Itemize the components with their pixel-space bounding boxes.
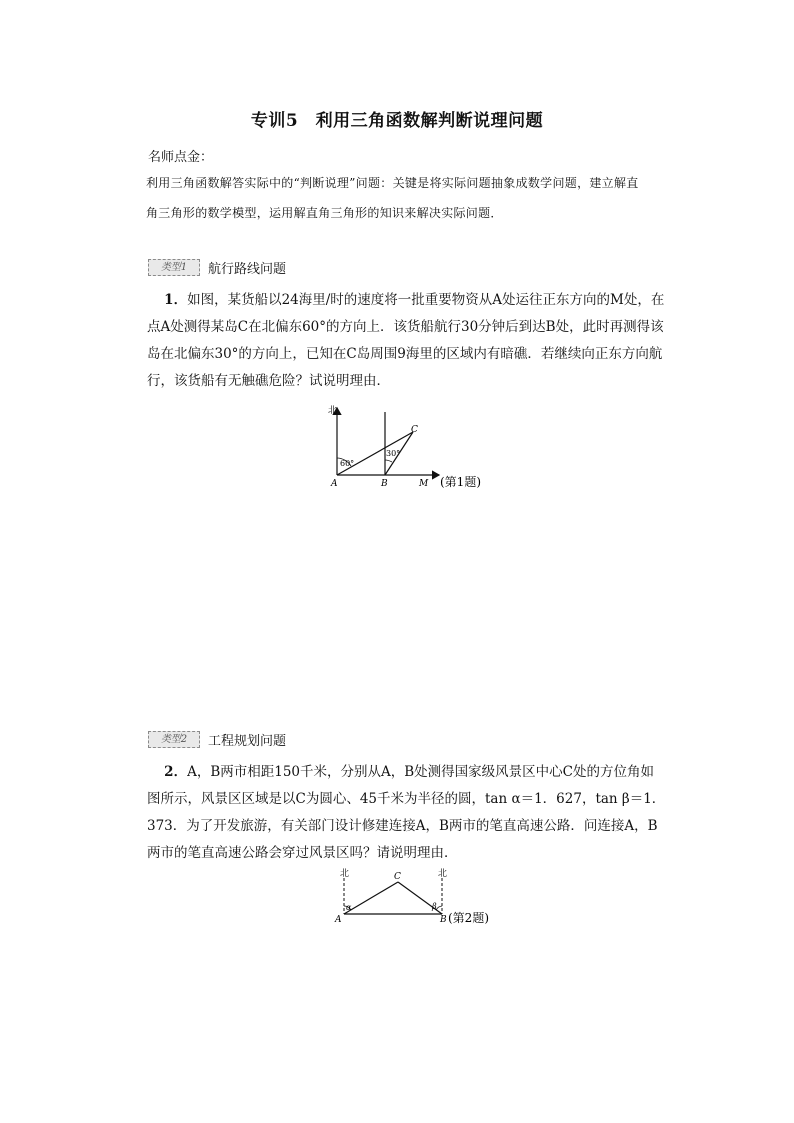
figure-1 bbox=[325, 400, 500, 492]
label-a: A bbox=[335, 915, 342, 925]
north-label-left: 北 bbox=[340, 869, 350, 879]
problem-1 bbox=[147, 287, 667, 395]
angle-label-60: 60° bbox=[340, 459, 355, 468]
label-b: B bbox=[440, 915, 447, 925]
type-badge-2: 类型2 bbox=[148, 731, 200, 748]
problem-2 bbox=[147, 759, 667, 867]
angle-arc-beta bbox=[436, 906, 442, 910]
tip-label: 名师点金： bbox=[148, 150, 214, 165]
label-m: M bbox=[419, 479, 429, 489]
problem-number-1: 1． bbox=[164, 292, 188, 308]
figure-caption-2: (第2题) bbox=[448, 911, 489, 925]
beta-label: β bbox=[432, 902, 437, 911]
section-title-2: 工程规划问题 bbox=[208, 733, 287, 749]
tip-text: 利用三角函数解答实际中的“判断说理”问题：关键是将实际问题抽象成数学问题，建立解直角三角形的数学模型，运用解直角三角形的知识来解决实际问题． bbox=[146, 176, 639, 220]
figure-2 bbox=[330, 864, 505, 930]
type-badge-1: 类型1 bbox=[148, 259, 200, 276]
angle-arc-b bbox=[385, 460, 392, 462]
label-b: B bbox=[381, 479, 388, 489]
line-ac bbox=[337, 432, 413, 475]
label-c: C bbox=[394, 872, 401, 882]
line-ac bbox=[344, 882, 398, 914]
section-header-1 bbox=[148, 258, 286, 276]
problem-text-1: 如图，某货船以24海里/时的速度将一批重要物资从A处运往正东方向的M处，在点A处测得某岛C在北偏东60°的方向上．该货船航行30分钟后到达B处，此时再测得该岛在北偏东30°的方向上，已知在C岛周围9海里的区域内有暗礁．若继续向正东方向航行，该货船有无触礁危险？试说明理由． bbox=[147, 292, 665, 389]
page-title: 专训5 利用三角函数解判断说理问题 bbox=[250, 111, 544, 131]
alpha-label: α bbox=[346, 903, 352, 912]
section-header-2 bbox=[148, 730, 286, 748]
north-label-right: 北 bbox=[438, 869, 448, 879]
section-title-1: 航行路线问题 bbox=[208, 261, 287, 277]
north-label: 北 bbox=[328, 406, 338, 416]
label-a: A bbox=[331, 479, 338, 489]
figure-caption-1: (第1题) bbox=[440, 475, 481, 489]
problem-text-2: A，B两市相距150千米，分别从A，B处测得国家级风景区中心C处的方位角如图所示，风景区区域是以C为圆心、45千米为半径的圆，tan α＝1．627，tan β＝1．373．为了开发旅游，有关部门设计修建连接A，B两市的笔直高速公路．问连接A，B两市的笔直高速公路会穿过风景区吗？请说明理由． bbox=[147, 764, 666, 861]
problem-number-2: 2． bbox=[164, 764, 188, 780]
angle-label-30: 30° bbox=[386, 449, 401, 458]
label-c: C bbox=[411, 425, 418, 435]
